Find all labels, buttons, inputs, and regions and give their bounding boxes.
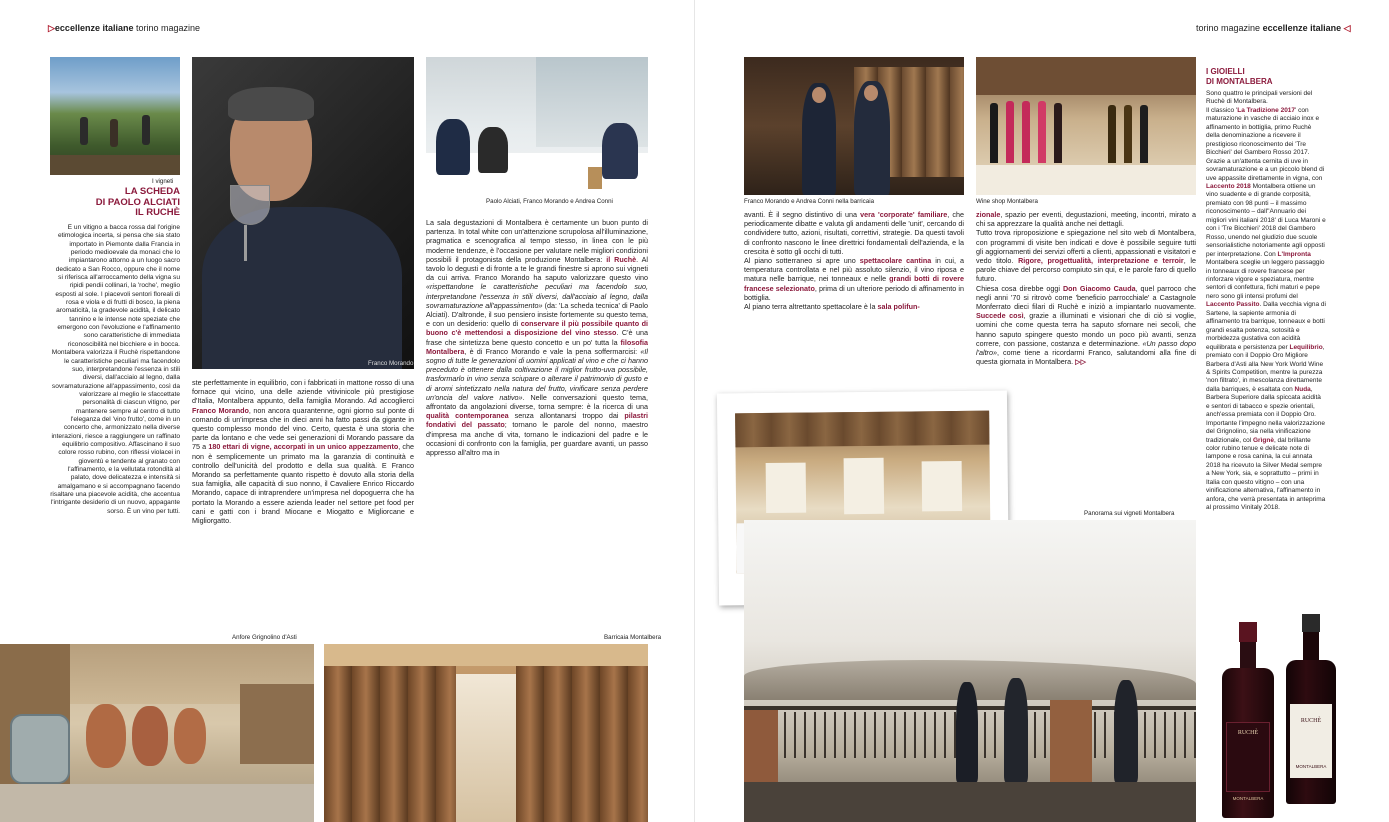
highlight-text: conservare il più possibile quanto di buono c'è mettendosi a disposizione del vino stesso <box>426 319 648 338</box>
bottle-label: RUCHÈ <box>1237 730 1259 736</box>
bottle-ruche-2 <box>1286 614 1336 804</box>
meeting-photo <box>426 57 648 195</box>
highlight-text: vera 'corporate' familiare <box>860 210 948 219</box>
scheda-title-line: LA SCHEDA <box>124 186 180 197</box>
highlight-text: qualità contemporanea <box>426 411 509 421</box>
highlight-text: Laccento Passito <box>1206 301 1260 309</box>
portrait-photo <box>192 57 414 369</box>
scheda-title-line: DI PAOLO ALCIATI <box>95 196 180 208</box>
text-run: . C'è una frase che sintetizza bene questo concetto e un po' tutta la <box>426 328 648 347</box>
text-run: (da: 'La scheda tecnica' di Paolo Alciati). D'altronde, il suo pensiero insiste fortemente su questo tema, e con un desiderio: quello di <box>426 300 648 329</box>
caption-amphorae: Anfore Grignolino d'Asti <box>232 634 297 641</box>
text-run: , le parole chiave del percorso compiuto sin qui, e le parole faro di quello futuro. <box>976 256 1196 284</box>
page-gutter <box>694 0 695 822</box>
gioielli-title <box>1206 67 1326 87</box>
text-run: , spazio per eventi, degustazioni, meeting, incontri, mirato a chi sa apprezzare la qualità anche nei dettagli. <box>976 210 1196 229</box>
vineyard-photo <box>50 57 180 175</box>
highlight-text: Nuda <box>1294 385 1311 393</box>
highlight-text: Rigore, progettualità, interpretazione e terroir <box>1018 256 1184 266</box>
bottle-label: RUCHÈ <box>1300 718 1322 724</box>
right-running-header <box>1196 23 1351 34</box>
article-column-2 <box>192 378 414 624</box>
text-run: ste perfettamente in equilibrio, con i fabbricati in mattone rosso di una fornace qui vicino, una delle aziende vitivinicole più prestigiose d'Italia, Montalbera appunto, della famiglia Morando. Ad accoglierci <box>192 378 414 406</box>
text-run: , prima di un ulteriore periodo di affinamento in bottiglia. <box>744 283 964 302</box>
highlight-text: Franco Morando <box>192 405 249 415</box>
highlight-text: zionale <box>976 210 1001 219</box>
article-column-4 <box>744 210 964 384</box>
text-run: , dal brillante color rubino tenue e delicate note di lampone e rosa canina, la cui annata 2018 ha ricevuto la Silver Medal sempre a New York, sia, e soprattutto – primi in Italia con questo vitigno – con una vinificazione alternativa, l'affinamento in anfora, che verrà presentata in anteprima al prossimo Vinitaly 2018. <box>1206 436 1326 512</box>
header-brand: eccellenze italiane <box>1262 23 1342 33</box>
text-run: , che non è semplicemente un primato ma la garanzia di continuità e controllo dell'unicità del prodotto e della sua qualità. E Franco Morando sa perfettamente quanto rispetto è dovuto alla storia della sua famiglia, alle capacità di suo nonno, il Cavaliere Enrico Riccardo Morando, capace di intraprendere un'impresa nel dopoguerra che ha portato la Morando a essere azienda leader nel settore pet food per cani e gatti con i brand Miocane e Miogatto e Migliorcane e Migliorgatto. <box>192 442 414 526</box>
text-run: Al piano terra altrettanto spettacolare è la <box>744 302 878 312</box>
text-run: Sono quattro le principali versioni del Ruchè di Montalbera. <box>1206 90 1313 106</box>
text-run: , quel parroco che negli anni '70 si ritrovò come 'beneficio parrocchiale' a Castagnole Monferrato dieci filari di Ruchè e iniziò a impiantarlo nuovamente. <box>976 283 1196 312</box>
text-run: , non ancora quarantenne, ogni giorno sul ponte di comando di un'impresa che in dieci anni ha fatto passi da gigante in questo complesso mondo del vino. Certo, questa è una storia che parte da lontano e che vede sei generazioni di Morando passare da 75 a <box>192 405 414 452</box>
text-run: ; tornano le parole del nonno, maestro d'impresa ma anche di vita, tornano le indicazioni del padre e le occasioni di confronto con la famiglia, per guardare avanti, un passo appresso all'altro ma in <box>426 420 648 458</box>
text-run: . Dalla vecchia vigna di Sartene, la sapiente armonia di affinamento tra barrique, tonneaux e botti grandi esalta potenza, sotosità e morbidezza gustativa con acidità equilibrata e persistenza per <box>1206 301 1326 351</box>
bottle-brand: MONTALBERA <box>1232 796 1264 801</box>
text-run: La sala degustazioni di Montalbera è certamente un buon punto di partenza. In total white con un'attenzione scrupolosa all'illuminazione, pragmatica e scenografica al tempo stesso, in linea con le più moderne tendenze, è l'occasione per valutare nelle migliori condizioni possibili il protagonista della produzione Montalbera: <box>426 218 648 264</box>
text-run: Montalbera sceglie un leggero passaggio in tonneaux di rovere francese per rinforzare vigore e speziatura, mentre sentori di confettura, fichi maturi e pepe nero sono gli intensi profumi del <box>1206 259 1325 300</box>
text-run: Montalbera ottiene un vino suadente e di grande corposità, premiato con 98 punti – il massimo riconoscimento – dall''Annuario dei migliori vini italiani 2018' di Luca Maroni e con i 'Tre Bicchieri' 2018 del Gambero Rosso, unendo nel giudizio due scuole sensorialistiche notoriamente agli opposti per interpretazione. Con <box>1206 182 1326 258</box>
text-run: in cui, a temperatura controllata e nel più assoluto silenzio, il vino riposa e matura nelle barrique, nei tonneaux e nelle <box>744 256 964 284</box>
text-run: . Nelle conversazioni questo tema, affrontato da angolazioni diverse, torna sempre: è la ricerca di una <box>426 392 648 412</box>
article-column-3 <box>426 218 648 624</box>
panorama-photo <box>744 520 1196 822</box>
text-run: ' con maturazione in vasche di acciaio inox e affinamento in bottiglia, primo Ruchè della denominazione a ricevere il prestigioso riconoscimento dei 'Tre Bicchieri' del Gambero Rosso 2017. Grazie a un'attenta cernita di uve in sovramaturazione e a un piccolo blend di uve appassite direttamente in vigna, con <box>1206 106 1325 182</box>
header-magazine: torino magazine <box>135 23 201 33</box>
article-column-5 <box>976 210 1196 498</box>
text-run: , grazie a illuminati e visionari che di ciò si voglie, uomini che come questa terra ha saputo sfornare nei secoli, che hanno saputo spingere questo mondo un poco più avanti, senza correre, con passione, costanza e determinazione. <box>976 311 1196 348</box>
left-running-header <box>48 23 200 34</box>
highlight-text: il Ruchè <box>606 254 637 264</box>
text-run: senza allontanarsi troppo dai <box>508 411 625 421</box>
caption-portrait: Franco Morando <box>368 360 414 367</box>
highlight-text: L'Impronta <box>1277 250 1311 258</box>
scheda-text: È un vitigno a bacca rossa dal l'origine etimologica incerta, si pensa che sia stato importato in Piemonte dalla Francia in periodo medioevale da monaci che lo impiantarono attorno a un luogo sacro dedicato a San Rocco, oppure che il nome si riferisca all'arroccamento della vigna su ripidi pendii collinari, la 'roche', meglio esposti al sole. I piacevoli sentori floreali di rosa e viola e di frutti di bosco, la piena aromaticità, la gradevole acidità, il delicato tannino e le intense note speziate che emergono con l'evoluzione e l'affinamento sono caratteristiche di immediata riconoscibilità nel bicchiere e in bocca. Montalbera valorizza il Ruchè rispettandone le caratteristiche peculiari ma facendolo suo, interpretandone l'essenza in stili diversi, dall'acciaio al legno, dalla sovramaturazione all'appassimento, così da valorizzare al meglio le sfaccettate personalità di ciascun vitigno, per mantenere sempre al centro di tutto l'eleganza del 'vino frutto', come in un concerto che, armonizzato nella diverse interazioni, riesce a raggiungere un raffinato equilibrio compositivo. Affascinano il suo colore rosso rubino, con riflessi violacei in gioventù e tendente al granato con l'affinamento, e la vellutata rotondità al palato, dove delicatezza e intensità si amalgamano e si accompagnano facendo risaltare una piacevole acidità, che accentua l'intrigante desiderio di un nuovo, appagante sorso. È un vino per tutti. <box>50 224 180 515</box>
gioielli-sidebar <box>1206 67 1326 630</box>
header-triangle-icon: ▷ <box>48 23 55 33</box>
caption-wine-shop: Wine shop Montalbera <box>976 198 1038 205</box>
text-run: , come tiene a ricordarmi Franco, salutandomi alla fine di questa giornata in Montalbera. <box>976 348 1196 367</box>
highlight-text: Don Giacomo Cauda <box>1062 283 1136 293</box>
quote-text: «rispettandone le caratteristiche peculiari ma facendolo suo, interpretandone l'essenza in stili diversi, dall'acciaio al legno, dalla sovramaturazione all'appassimento» <box>426 282 648 310</box>
header-brand: eccellenze italiane <box>54 23 134 33</box>
highlight-text: Succede così <box>976 311 1024 321</box>
text-run: avanti. È il segno distintivo di una <box>744 210 861 219</box>
quote-text: «Un passo dopo l'altro» <box>976 338 1196 358</box>
text-run: , Barbera Superiore dalla spiccata acidità e sentori di tabacco e spezie orientali, anch'essa premiata con il Doppio Oro. Importante l'impegno nella valorizzazione del Grignolino, sia nella vinificazione tradizionale, col <box>1206 385 1326 444</box>
highlight-text: pilastri fondativi del passato <box>426 411 648 430</box>
scheda-title-line: IL RUCHÈ <box>135 207 180 218</box>
caption-panorama: Panorama sui vigneti Montalbera <box>1084 510 1175 517</box>
cellar-men-photo <box>744 57 964 195</box>
text-run: Il classico ' <box>1206 106 1238 114</box>
gioielli-title-line: I GIOIELLI <box>1206 67 1245 76</box>
highlight-text: La Tradizione 2017 <box>1237 106 1296 114</box>
text-run: , è di Franco Morando e vale la pena soffermarcisi: <box>464 346 641 356</box>
amphorae-photo <box>0 644 314 822</box>
text-run: Tutto trova riproposizione e spiegazione nel sito web di Montalbera, con programmi di visite ben indicati e dove è possibile seguire tutti gli aggiornamenti dei servizi offerti a clienti, appassionati e visitatori e vedo titolo. <box>976 228 1196 266</box>
wine-shop-photo <box>976 57 1196 195</box>
highlight-text: Lequilibrio <box>1289 343 1323 351</box>
caption-cellar-men: Franco Morando e Andrea Conni nella barricaia <box>744 198 875 205</box>
text-run: Al piano sotterraneo si apre uno <box>744 256 860 266</box>
text-run: , che periodicamente dibatte e valuta gli andamenti delle 'unit', cercando di condividere tutto, azioni, risultati, correttivi, strategie. Da questi tavoli di confronto nascono le linee direttrici fondamentali dell'azienda, e la crescita è sotto gli occhi di tutti. <box>744 210 964 256</box>
bottle-ruche-1 <box>1222 622 1274 818</box>
highlight-text: grandi botti di rovere francese selezionato <box>744 274 964 293</box>
end-mark-icon: ▷▷ <box>1075 357 1087 367</box>
gioielli-title-line: DI MONTALBERA <box>1206 77 1273 86</box>
barricaia-photo <box>324 644 648 822</box>
highlight-text: spettacolare cantina <box>859 256 932 266</box>
highlight-text: sala polifun- <box>877 302 920 312</box>
caption-meeting: Paolo Alciati, Franco Morando e Andrea Conni <box>486 198 613 205</box>
scheda-title <box>56 187 180 219</box>
highlight-text: Laccento 2018 <box>1206 182 1251 190</box>
quote-text: «Il sogno di tutte le generazioni di uomini applicati al vino e che ci hanno preceduto è ottenere dalla coltivazione il miglior frutto-uva possibile, trasformarlo in vino senza sciupare o alterare il patrimonio di gusto e di aromi sintetizzato nella natura del frutto, vinificare senza perdere un'oncia del valore nativo» <box>426 346 648 402</box>
text-run: Chiesa cosa direbbe oggi <box>976 283 1063 293</box>
highlight-text: Grìgnè <box>1252 436 1274 444</box>
text-run: , premiato con il Doppio Oro Migliore Barbera d'Asti alla New York World Wine & Spirits Competition, mentre la purezza 'non filtrato', in mescolanza direttamente dalla barriques, è esaltata con <box>1206 343 1325 393</box>
caption-vineyard: I vigneti <box>152 178 174 185</box>
text-run: . Al tavolo lo degusti e di fronte a te le grandi finestre si aprono sui vigneti da cui arriva. Franco Morando ha saputo valorizzare questo vino <box>426 254 648 283</box>
header-triangle-icon: ◁ <box>1343 23 1351 33</box>
caption-barricaia: Barricaia Montalbera <box>604 634 662 641</box>
gioielli-text <box>1206 90 1326 630</box>
highlight-text: 180 ettari di vigne, accorpati in un unico appezzamento <box>208 442 399 452</box>
header-magazine: torino magazine <box>1196 23 1261 33</box>
highlight-text: filosofia Montalbera <box>426 337 648 356</box>
bottle-brand: MONTALBERA <box>1295 764 1327 769</box>
